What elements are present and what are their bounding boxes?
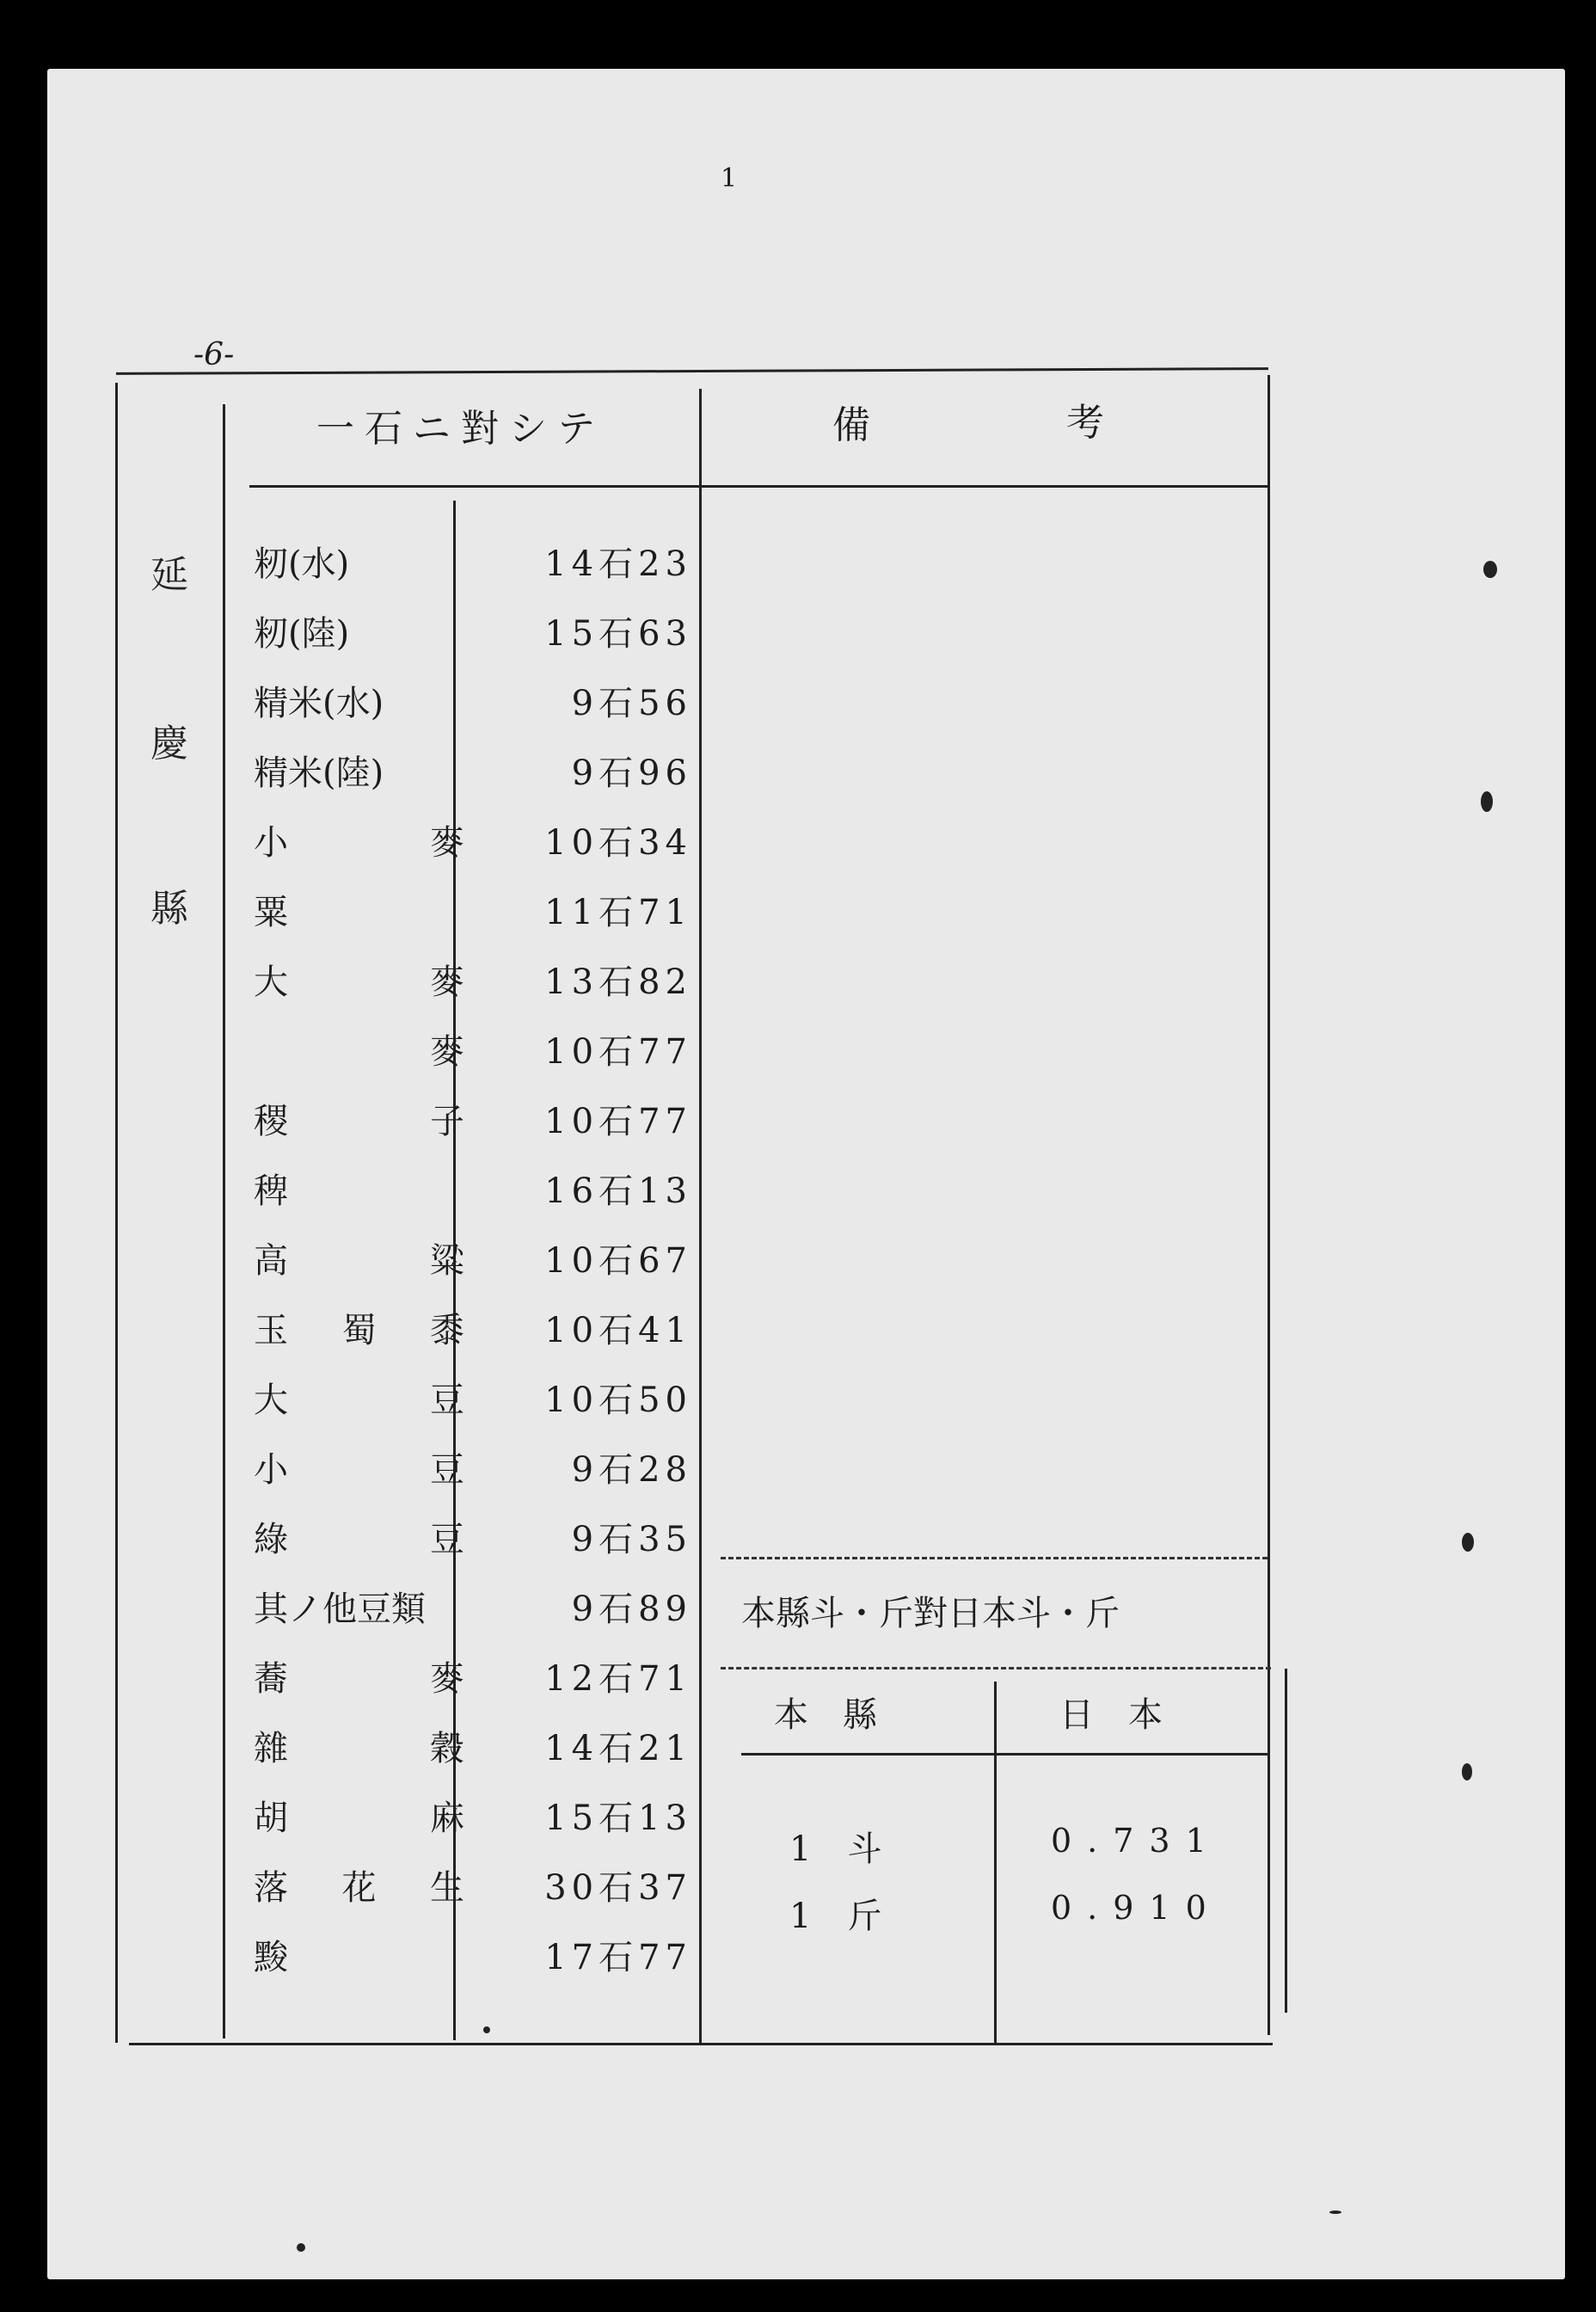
county-name-char: 慶	[150, 722, 188, 766]
conversion-value: 9石35	[571, 1519, 692, 1559]
scan-speck	[297, 2243, 305, 2252]
conversion-value: 10石34	[544, 822, 692, 863]
crop-name-part: 粱	[430, 1240, 464, 1281]
crop-name: 稗	[254, 1171, 288, 1211]
conversion-box-right	[1285, 1669, 1287, 2013]
scan-speck	[1481, 791, 1493, 812]
conversion-value: 9石96	[571, 753, 692, 793]
conversion-local-unit: 1斗	[789, 1829, 918, 1869]
conversion-value: 10石77	[544, 1101, 692, 1141]
conversion-value: 9石89	[571, 1589, 692, 1629]
crop-name-part: 蜀	[341, 1310, 377, 1350]
conversion-japan-value: 0.910	[1051, 1889, 1222, 1927]
conversion-value: 10石77	[544, 1031, 692, 1072]
crop-name-part: 豆	[430, 1449, 464, 1490]
conversion-value: 16石13	[544, 1171, 692, 1211]
county-name-char: 延	[150, 553, 188, 597]
scan-speck	[1483, 561, 1497, 578]
conversion-col-japan: 日本	[1059, 1695, 1197, 1735]
crop-name	[254, 1780, 464, 1849]
crop-name-part: 生	[430, 1867, 464, 1908]
conversion-column-divider	[994, 1682, 997, 2043]
conversion-value: 13石82	[544, 962, 692, 1002]
crop-name-part: 胡	[254, 1798, 288, 1838]
crop-name: 籾(水)	[254, 544, 350, 584]
crop-name-part: 落	[254, 1867, 288, 1908]
crop-name-part: 穀	[430, 1728, 464, 1768]
conversion-value: 10石50	[544, 1380, 692, 1420]
crop-name: 其ノ他豆類	[254, 1589, 426, 1629]
crop-name: 麥	[430, 1031, 464, 1072]
crop-name	[254, 805, 464, 874]
crop-name-part: 玉	[254, 1310, 288, 1350]
crop-name	[254, 1293, 464, 1362]
county-name-char: 縣	[150, 887, 188, 931]
conversion-value: 14石21	[544, 1728, 692, 1768]
page-number: -6-	[193, 337, 235, 372]
remarks-title: 考	[1066, 401, 1104, 445]
crop-name-part: 黍	[430, 1310, 464, 1350]
county-column-divider	[223, 404, 225, 2038]
crop-name: 粟	[254, 892, 288, 932]
conversion-col-local: 本縣	[774, 1695, 912, 1735]
conversion-value: 15石13	[544, 1798, 692, 1838]
crop-name	[254, 1223, 464, 1292]
crop-name	[254, 1641, 464, 1710]
crop-name-part: 麻	[430, 1798, 464, 1838]
conversion-value: 10石41	[544, 1310, 692, 1350]
remarks-title: 備	[832, 403, 870, 447]
crop-name-part: 豆	[430, 1380, 464, 1420]
top-mark: 1	[721, 163, 738, 194]
crop-name-part: 綠	[254, 1519, 288, 1559]
scan-speck	[1329, 2211, 1341, 2214]
crop-name-part: 小	[254, 1449, 288, 1490]
conversion-value: 12石71	[544, 1658, 692, 1699]
crop-name-part: 小	[254, 822, 288, 863]
scan-speck	[483, 2026, 490, 2033]
conversion-value: 17石77	[544, 1937, 692, 1977]
crop-name: 籾(陸)	[254, 613, 350, 654]
crop-name	[254, 1711, 464, 1780]
crop-name-part: 稷	[254, 1101, 288, 1141]
conversion-local-unit: 1斤	[789, 1897, 918, 1936]
conversion-value: 11石71	[544, 892, 692, 932]
crop-name-part: 子	[430, 1101, 464, 1141]
crop-name: 精米(陸)	[254, 753, 384, 793]
crop-name	[254, 1432, 464, 1501]
crop-name	[254, 1850, 464, 1919]
crop-name-part: 麥	[430, 822, 464, 863]
scan-speck	[1462, 1533, 1474, 1552]
conversion-title: 本縣斗・斤對日本斗・斤	[741, 1594, 1120, 1633]
crop-name-part: 大	[254, 1380, 288, 1420]
crop-name: 黢	[254, 1937, 288, 1977]
crop-name-part: 麥	[430, 962, 464, 1002]
conversion-value: 10石67	[544, 1240, 692, 1281]
conversion-box-top	[721, 1557, 1268, 1559]
crop-name-part: 高	[254, 1240, 288, 1281]
table-left-border	[115, 383, 118, 2043]
crop-name	[254, 1362, 464, 1431]
crop-name-part: 大	[254, 962, 288, 1002]
crop-name-part: 花	[341, 1867, 377, 1908]
crop-name-part: 麥	[430, 1658, 464, 1699]
conversion-japan-value: 0.731	[1051, 1822, 1222, 1860]
crop-name	[254, 1502, 464, 1571]
conversion-value: 9石56	[571, 683, 692, 723]
crop-name	[254, 1084, 464, 1153]
scan-speck	[1462, 1763, 1472, 1780]
conversion-value: 15石63	[544, 613, 692, 654]
crop-name-part: 雜	[254, 1728, 288, 1768]
conversion-header-line	[741, 1753, 1270, 1756]
conversion-value: 14石23	[544, 544, 692, 584]
crop-name-part: 豆	[430, 1519, 464, 1559]
table-right-border	[1268, 375, 1270, 2035]
crop-name: 精米(水)	[254, 683, 384, 723]
table-bottom-border	[129, 2043, 1273, 2045]
conversion-value: 30石37	[544, 1867, 692, 1908]
remarks-column-divider	[699, 389, 702, 2045]
crop-name	[254, 944, 464, 1013]
crop-name-part: 蕎	[254, 1658, 288, 1699]
left-column-title: 一石ニ對シテ	[316, 407, 605, 451]
conversion-value: 9石28	[571, 1449, 692, 1490]
header-bottom-line	[249, 485, 1268, 488]
conversion-title-underline	[721, 1667, 1271, 1669]
